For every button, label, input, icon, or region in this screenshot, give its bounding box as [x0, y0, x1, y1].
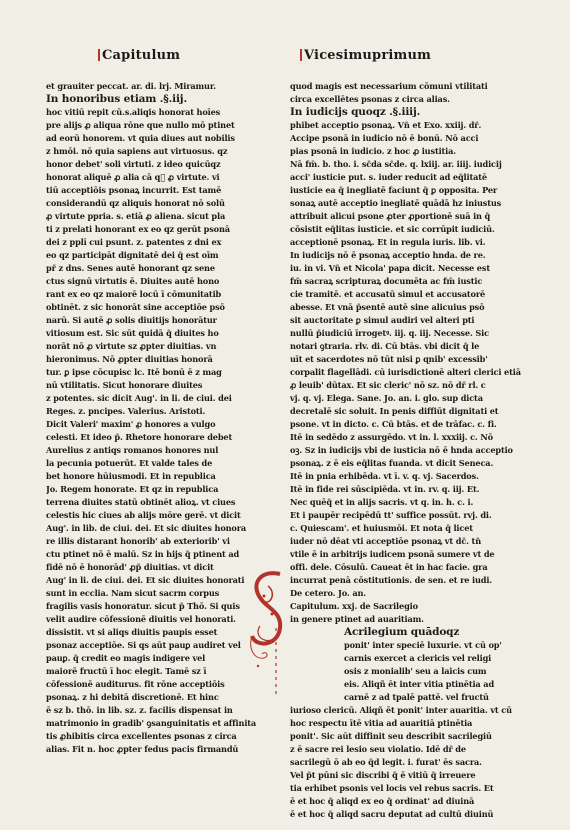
text-line: osis z monialib' seu a laicis cum [344, 666, 487, 676]
text-line: Vel p̄t pūni sic discribi q̄ ē vitiū q̄ irreuere [290, 770, 476, 780]
text-line: nullū p̄iudiciū īrrogetꝰ. iij. q. iij. Necesse. Sic [290, 328, 489, 338]
text-line: pias psonā in iudicio. z hoc ꝓ iustitia. [290, 146, 456, 156]
text-line: honor debet' soli virtuti. z ideo quicūqz [46, 159, 221, 169]
text-line: abesse. Et vnā p̄sentē autē sine alicuius psō [290, 302, 485, 312]
text-line: celestis hic ciues ab alijs mōre gerē. vt dicit [46, 510, 241, 520]
text-line: rant ex eo qz maiorē locū ī cōmunitatib [46, 289, 222, 299]
text-line: obtinēt. z sic honorāt sine acceptiōe psō [46, 302, 225, 312]
text-line: vitiosum est. Sic sūt quidā q̄ diuites ho [46, 328, 219, 338]
text-line: Itē in pnia erhibēda. vt ī. v. q. vj. Sacerdos. [290, 471, 479, 481]
text-line: iuder nō dēat vti acceptiōe psonaꝝ vt dc̄. tn̄ [290, 536, 481, 546]
text-line: cōfessionē auditurus. fit rōne acceptiōis [46, 679, 225, 689]
text-line: pr̄ z dns. Senes autē honorant qz sene [46, 263, 215, 273]
text-line: Accipe psonā in iudicio nō ē bonū. Nō acci [290, 133, 479, 143]
text-line: hieronimus. Nō ꝓpter diuitias honorā [46, 354, 213, 364]
text-line: tia erhibet psonis vel locis vel rebus sacris. Et [290, 783, 494, 793]
text-line: Aug'. in lib. de ciui. dei. Et sic diuites honora [46, 523, 247, 533]
text-line: Et i paupēr recipēdū tt' suffice possūt. rvj. di. [290, 510, 492, 520]
text-line: ꝓ leuib' dūtax. Et sic cleric' nō sz. nō dr̄ rl. c [290, 380, 486, 390]
text-line: quod magis est necessarium cōmuni vtilitati [290, 81, 488, 91]
text-line: psonaꝝ. z hi debitā discretionē. Et hinc [46, 692, 219, 702]
text-line: iurioso clericū. Aliqñ ēt ponit' inter auaritia. vt cū [290, 705, 512, 715]
running-head-right [300, 48, 431, 63]
text-line: sacrilegū ō ab eo q̄d legit. i. furat' ēs sacra. [290, 757, 482, 767]
text-line: nū vtilitatis. Sicut honorare diuites [46, 380, 203, 390]
text-line: psone. vt in dicto. c. Cū btās. et de trāfac. c. fi. [290, 419, 497, 429]
text-line: Capitulum. xxj. de Sacrilegio [290, 601, 418, 611]
text-line: z potentes. sic dicit Aug'. in li. de ciui. dei [46, 393, 232, 403]
text-line: phibet acceptio psonaꝝ. Vn̄ et Exo. xxiij. dr̄. [290, 120, 482, 130]
text-line: De cetero. Jo. an. [290, 588, 366, 598]
text-line: eo qz participāt dignitatē dei q̄ est oīm [46, 250, 219, 260]
text-line: ē et hoc q̄ aliqd ex eo q̄ ordinat' ad diuinā [290, 796, 475, 806]
text-line: ponit'. Sic aūt diffinit seu describit sacrilegiū [290, 731, 492, 741]
text-line: considerandū qz aliquis honorat nō solū [46, 198, 225, 208]
text-line: incurrat penā cōstitutionis. de sen. et re iudi. [290, 575, 493, 585]
text-line: vj. q. vj. Elega. Sane. Jo. an. i. glo. sup dicta [290, 393, 483, 403]
text-line: Nec quēq̄ et in alijs sacris. vt q. in. h. c. i. [290, 497, 474, 507]
text-line: Dicit Valeri' maxim' ꝓ honores a vulgo [46, 419, 216, 429]
text-line: cōsistit eq̄litas iusticie. et sic corrūpit iudiciū. [290, 224, 495, 234]
text-line: honorat aliquē ꝓ alia cā qᷓ ꝓ virtute. vi [46, 172, 220, 182]
text-line: attribuit alicui psone ꝓter ꝓportionē suā in q̄ [290, 211, 491, 221]
decorated-initial-s-icon [246, 566, 290, 696]
text-line: narū. Si autē ꝓ solis diuitijs honorātur [46, 315, 217, 325]
text-line: uīt et sacerdotes nō tūt nisi ꝑ ɋnib' excessib' [290, 354, 488, 364]
text-line: in genere ptinet ad auaritiam. [290, 614, 424, 624]
text-line: dei z pplī cui psunt. z. patentes z dni ex [46, 237, 222, 247]
text-line: decretalē sic soluit. In penis diffiūt dignitati et [290, 406, 499, 416]
right-text-column [290, 80, 530, 821]
text-line: hoc respectu ītē vitia ad auaritiā ptinētia [290, 718, 473, 728]
text-line: ctus signū virtutis ē. Diuites autē hono [46, 276, 220, 286]
text-line: iusticie ea q̄ inegliatē faciunt q̄ ꝑ opposita. Per [290, 185, 498, 195]
text-line: hoc vitiū repit cū.s.aliqis honorat hoīes [46, 107, 221, 117]
text-line: fm̄ sacraꝝ scripturaꝝ documēta ac fm̄ iustic [290, 276, 483, 286]
text-line: c. Quiescam'. et huiusmōi. Et nota q̄ licet [290, 523, 473, 533]
text-line: la pecunia potuerūt. Et valde tales de [46, 458, 213, 468]
text-line: tiū acceptiōis psonaꝝ incurrit. Est tamē [46, 185, 222, 195]
text-line: ē et hoc q̄ aliqd sacru deputat ad cultū diuinū [290, 809, 494, 819]
text-line: notari ꝯtraria. rlv. di. Cū btās. vbi dicit q̄ le [290, 341, 480, 351]
text-line: Reges. z. pncipes. Valerius. Aristoti. [46, 406, 206, 416]
text-line: acceptionē psonaꝝ. Et in regula iuris. lib. vi. [290, 237, 486, 247]
text-line: fragilis vasis honoratur. sicut p̄ Thō. Si quis [46, 601, 240, 611]
text-line: tur. ꝑ ipse cōcupisc lc. Itē bonū ē z mag [46, 367, 222, 377]
text-line: In honoribus etiam .§.iij. [46, 93, 187, 105]
text-line: ad eorū honorem. vt quia diues aut nobilis [46, 133, 235, 143]
text-line: psonaꝝ. z ē eis eq̄litas fuanda. vt dicit Seneca. [290, 458, 494, 468]
rubric-mark [300, 49, 302, 61]
rubric-mark [98, 49, 100, 61]
left-text-column [46, 80, 274, 756]
text-line: fidē nō ē honorād' ꝓp̄ diuitias. vt dicit [46, 562, 214, 572]
text-line: Itē in sedēdo z assurgēdo. vt in. l. xxxiij. c. Nō [290, 432, 493, 442]
text-line: Acrilegium quādoqz [344, 626, 460, 638]
text-line: norāt nō ꝓ virtute sz ꝓpter diuitias. vn [46, 341, 217, 351]
text-line: acci' iusticie put. s. iuder reducit ad eq̄litatē [290, 172, 487, 182]
text-line: z hmōi. nō quia sapiens aut virtuosus. qz [46, 146, 228, 156]
text-line: carnē z ad tpalē pattē. vel fructū [344, 692, 489, 702]
text-line: circa excellētes psonas z circa alias. [290, 94, 450, 104]
running-head-right-text: Vicesimuprimum [304, 48, 432, 63]
text-line: vtile ē in arbitrijs iudicem psonā sumere vt de [290, 549, 495, 559]
text-line: tis ꝓhibitis circa excellentes psonas z circa [46, 731, 237, 741]
text-line: In iudicijs nō ē psonaꝝ acceptio hnda. de re. [290, 250, 486, 260]
text-line: Jo. Regem honorate. Et qz in republica [46, 484, 219, 494]
text-line: et grauiter peccat. ar. di. lrj. Miramur. [46, 81, 216, 91]
text-line: corpalit flagellādi. cū iurisdictionē alteri clerici etiā [290, 367, 521, 377]
running-head-left [98, 48, 180, 63]
text-line: bet honore hūiusmodi. Et in republica [46, 471, 216, 481]
text-line: offi. dele. Cōsulū. Caueat ēt in hac facie. gra [290, 562, 488, 572]
text-line: matrimonio in gradib' ꝯsanguinitatis et affinita [46, 718, 257, 728]
text-line: pauꝑ. q̄ credit eo magis indigere vel [46, 653, 206, 663]
text-line: Aug' in li. de ciui. dei. Et sic diuites honorati [46, 575, 245, 585]
text-line: sunt in ecclia. Nam sicut sacrm corpus [46, 588, 220, 598]
text-line: eis. Aliqñ ēt inter vitia ptinētia ad [344, 679, 495, 689]
text-line: terrena diuites statū obtinēt alioꝝ. vt ciues [46, 497, 236, 507]
running-head-left-text: Capitulum [102, 48, 181, 63]
text-line: Nā fm̄. b. tho. i. sc̄da sc̄de. q. lxiij. ar. iiij. iudicij [290, 159, 502, 169]
text-line: alias. Fit n. hoc ꝓpter fedus pacis firmandū [46, 744, 239, 754]
text-line: maiorē fructū ī hoc elegit. Tamē sz ī [46, 666, 207, 676]
text-line: Aurelius z antiqs romanos honores nul [46, 445, 219, 455]
text-line: sonaꝝ autē acceptio inegliatē quādā hz iniustus [290, 198, 502, 208]
text-line: ctu ptinet nō ē malū. Sz in hijs q̄ ptinent ad [46, 549, 240, 559]
text-line: re illis distarant honorib' ab exteriorib' vi [46, 536, 230, 546]
text-line: oꝫ. Sz in iudicijs vbi de iusticia nō ē hnda acceptio [290, 445, 513, 455]
text-line: In iudicijs quoqz .§.iiij. [290, 106, 421, 118]
text-line: ti z prelati honorant ex eo qz gerūt psonā [46, 224, 230, 234]
text-line: ē sz b. thō. in lib. sz. z. facilis dispensat in [46, 705, 233, 715]
text-line: pre alijs ꝓ aliqua rōne que nullo mō ptinet [46, 120, 235, 130]
text-line: celesti. Et ideo p̄. Rhetore honorare debet [46, 432, 233, 442]
text-line: iu. in vi. Vn̄ et Nicola' papa dicit. Necesse est [290, 263, 490, 273]
text-line: carnis exercet a clericis vel religi [344, 653, 492, 663]
text-line: dissistit. vt si aliqs diuitis paupis esset [46, 627, 218, 637]
text-line: velit audire cōfessionē diuitis vel honorati. [46, 614, 236, 624]
text-line: ponit' inter speciē luxurie. vt cū op' [344, 640, 502, 650]
text-line: ꝓ virtute ppria. s. etiā ꝓ aliena. sicut pla [46, 211, 226, 221]
text-line: Itē in fide rei sūscipiēda. vt in. rv. q. iij. Et. [290, 484, 480, 494]
text-line: psonaz acceptiōe. Si qs aūt pauꝑ audiret vel [46, 640, 241, 650]
text-line: sit auctoritate ꝑ simul audiri vel alteri pti [290, 315, 475, 325]
text-line: cie tramitē. et accusatū simul et accusatorē [290, 289, 486, 299]
text-line: z ē sacre rei lesio seu violatio. Idē dr̄ de [290, 744, 466, 754]
